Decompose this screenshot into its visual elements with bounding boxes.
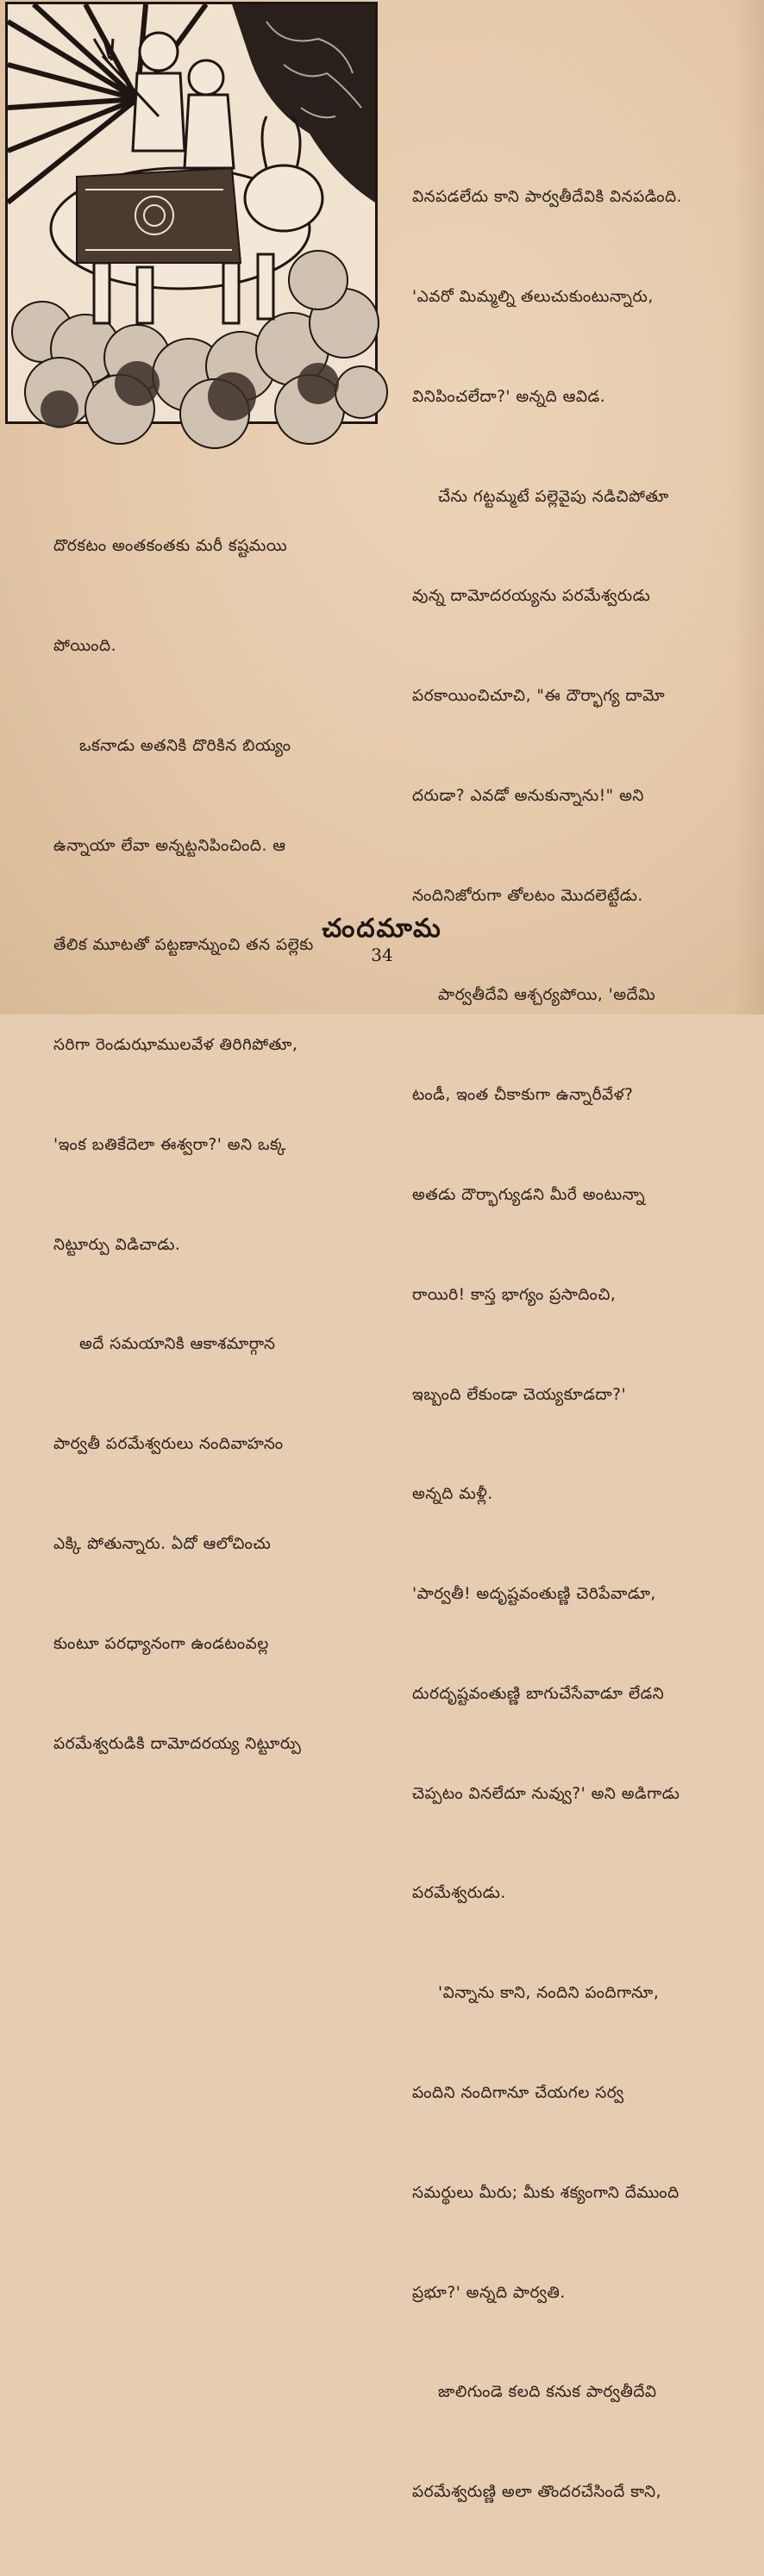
paragraph-line: దొరకటం అంతకంతకు మరీ కష్టమయి — [53, 537, 288, 556]
paragraph-line: పార్వతీ పరమేశ్వరులు నందివాహనం — [53, 1435, 284, 1454]
shiva-parvati-on-nandi-illustration — [8, 4, 375, 421]
paragraph-line: సమర్థులు మీరు; మీకు శక్యంగాని దేముంది — [412, 2183, 679, 2202]
paragraph-line: పరమేశ్వరుడు. — [412, 1884, 506, 1903]
paragraph-line: ఎక్కి పోతున్నారు. ఏదో ఆలోచించు — [53, 1535, 272, 1553]
paragraph-line: జాలిగుండె కలది కనుక పార్వతీదేవి — [438, 2383, 657, 2402]
paragraph-line: అదే సమయానికి ఆకాశమార్గాన — [79, 1335, 276, 1354]
paragraph-line: పార్వతీదేవి ఆశ్చర్యపోయి, 'అదేమి — [438, 986, 656, 1005]
page-edge-shading — [733, 0, 764, 1014]
magazine-title: చందమామ — [322, 914, 442, 944]
page-number: 34 — [371, 945, 393, 965]
paragraph-line: దురదృష్టవంతుణ్ణి బాగుచేసేవాడూ లేడని — [412, 1684, 665, 1703]
right-text-column — [412, 115, 748, 2576]
paragraph-line: 'పార్వతీ! అదృష్టవంతుణ్ణి చెరిపేవాడూ, — [412, 1585, 656, 1604]
paragraph-line: సరిగా రెండుఝాములవేళ తిరిగిపోతూ, — [53, 1036, 298, 1055]
paragraph-line: అన్నది మళ్లీ. — [412, 1485, 493, 1504]
paragraph-line: పరమేశ్వరుణ్ణి అలా తొందరచేసిందే కాని, — [412, 2483, 662, 2502]
paragraph-line: ఉన్నాయా లేవా అన్నట్టనిపించింది. ఆ — [53, 836, 286, 855]
paragraph-line: పోయింది. — [53, 636, 116, 655]
paragraph-line: పరకాయించిచూచి, "ఈ దౌర్భాగ్య దామో — [412, 687, 666, 706]
paragraph-line: నందినిజోరుగా తోలటం మొదలెట్టేడు. — [412, 886, 643, 905]
paragraph-line: 'ఎవరో మిమ్మల్ని తలుచుకుంటున్నారు, — [412, 287, 654, 306]
paragraph-line: చెప్పటం వినలేదూ నువ్వు?' అని అడిగాడు — [412, 1784, 680, 1803]
paragraph-line: నిట్టూర్పు విడిచాడు. — [53, 1235, 181, 1254]
paragraph-line: 'విన్నాను కాని, నందిని పందిగానూ, — [438, 1984, 660, 2003]
paragraph-line: వినిపించలేదా?' అన్నది ఆవిడ. — [412, 387, 606, 406]
paragraph-line: రాయిరి! కాస్త భాగ్యం ప్రసాదించి, — [412, 1285, 617, 1304]
paragraph-line: 'ఇంక బతికేదెలా ఈశ్వరా?' అని ఒక్క — [53, 1135, 287, 1154]
paragraph-line: చేను గట్టమ్మటే పల్లెవైపు నడిచిపోతూ — [438, 487, 669, 506]
paragraph-line: తేలిక మూటతో పట్టణాన్నుంచి తన పల్లెకు — [53, 936, 314, 955]
paragraph-line: వినపడలేదు కాని పార్వతీదేవికి వినపడింది. — [412, 188, 683, 207]
paragraph-line: దరుడా? ఎవడో అనుకున్నాను!" అని — [412, 786, 644, 805]
story-illustration — [5, 2, 378, 424]
paragraph-line: కుంటూ పరధ్యానంగా ఉండటంవల్ల — [53, 1634, 269, 1653]
paragraph-line: పరమేశ్వరుడికి దామోదరయ్య నిట్టూర్పు — [53, 1734, 302, 1753]
paragraph-line: ఇబ్బంది లేకుండా చెయ్యకూడదా?' — [412, 1385, 627, 1404]
paragraph-line: పందిని నందిగానూ చేయగల సర్వ — [412, 2084, 624, 2103]
paragraph-line: ఒకనాడు అతనికి దొరికిన బియ్యం — [79, 736, 291, 755]
paragraph-line: వున్న దామోదరయ్యను పరమేశ్వరుడు — [412, 587, 651, 606]
parvati-figure — [185, 60, 234, 168]
paragraph-line: ప్రభూ?' అన్నది పార్వతి. — [412, 2283, 566, 2302]
paragraph-line: అతడు దౌర్భాగ్యుడని మీరే అంటున్నా — [412, 1186, 646, 1204]
paragraph-line: టండీ, ఇంత చీకాకుగా ఉన్నారీవేళ? — [412, 1086, 634, 1105]
left-text-column — [53, 464, 390, 1827]
